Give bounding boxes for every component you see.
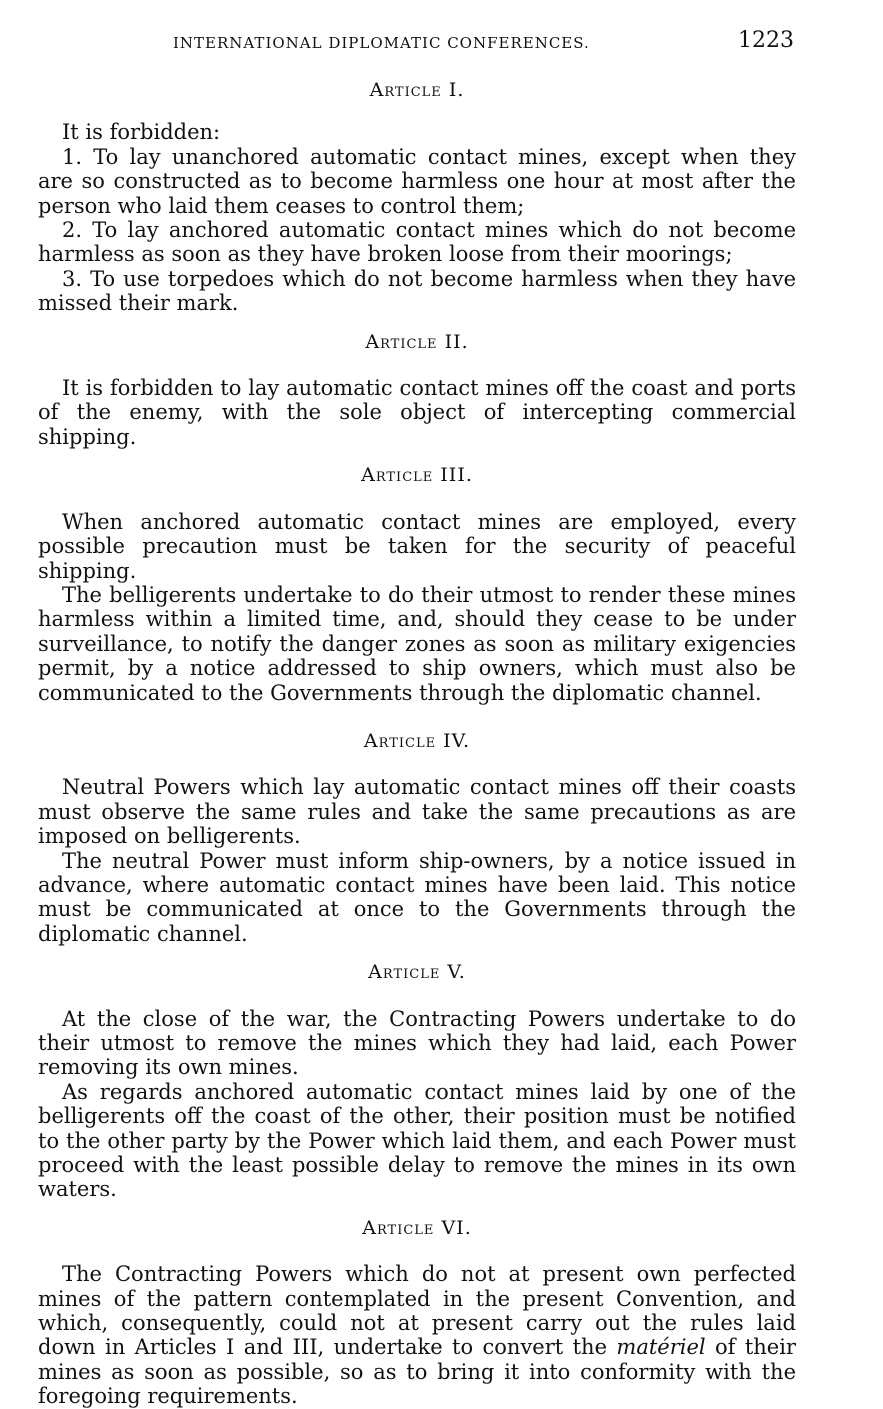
document-body [38, 78, 796, 1409]
page-header [0, 28, 883, 58]
paragraph: As regards anchored automatic contact mines laid by one of the belligerents off the coast of the other, their position must be notified to the other party by the Power which laid them, and each Power must proceed with the least possible delay to remove the mines in its own waters. [38, 1079, 796, 1202]
page-number: 1223 [738, 28, 794, 53]
paragraph: When anchored automatic contact mines are employed, every possible precaution must be taken for the security of peaceful shipping. [38, 509, 796, 583]
paragraph: The belligerents undertake to do their utmost to render these mines harmless within a limited time, and, should they cease to be under surveillance, to notify the danger zones as soon as military exigencies permit, by a notice addressed to ship owners, which must also be communicated to the Governments through the diplomatic channel. [38, 582, 796, 705]
paragraph: 2. To lay anchored automatic contact mines which do not become harmless as soon as they have broken loose from their moorings; [38, 218, 796, 267]
article-heading: Article I. [369, 79, 465, 101]
paragraph-text: The Contracting Powers which do not at present own perfected mines of the pattern contemplated in the present Convention, and which, consequently, could not at present carry out the rules laid down in Articles I and III, undertake to convert the [38, 1262, 796, 1360]
paragraph-text: of their mines as soon as possible, so as to bring it into conformity with the foregoing requirements. [38, 1335, 796, 1409]
article-heading: Article IV. [363, 729, 471, 752]
article-heading: Article III. [361, 464, 473, 487]
paragraph: The neutral Power must inform ship-owners, by a notice issued in advance, where automatic contact mines have been laid. This notice must be communicated at once to the Governments through the diplomatic channel. [38, 848, 796, 946]
article-heading: Article V. [368, 961, 466, 984]
paragraph: It is forbidden: [62, 120, 221, 145]
paragraph: Neutral Powers which lay automatic contact mines off their coasts must observe the same rules and take the same precautions as are imposed on belligerents. [38, 775, 796, 849]
paragraph: 3. To use torpedoes which do not become harmless when they have missed their mark. [38, 266, 796, 316]
paragraph [38, 1262, 796, 1408]
running-title: INTERNATIONAL DIPLOMATIC CONFERENCES. [173, 34, 590, 52]
article-heading: Article VI. [362, 1216, 472, 1239]
article-heading: Article II. [365, 330, 469, 353]
paragraph: 1. To lay unanchored automatic contact mines, except when they are so constructed as to become harmless one hour at most after the person who laid them ceases to control them; [38, 144, 796, 218]
italic-term: matériel [616, 1335, 706, 1360]
paragraph: At the close of the war, the Contracting Powers undertake to do their utmost to remove the mines which they had laid, each Power removing its own mines. [38, 1006, 796, 1080]
paragraph: It is forbidden to lay automatic contact mines off the coast and ports of the enemy, with the sole object of intercepting commercial shipping. [38, 376, 796, 449]
